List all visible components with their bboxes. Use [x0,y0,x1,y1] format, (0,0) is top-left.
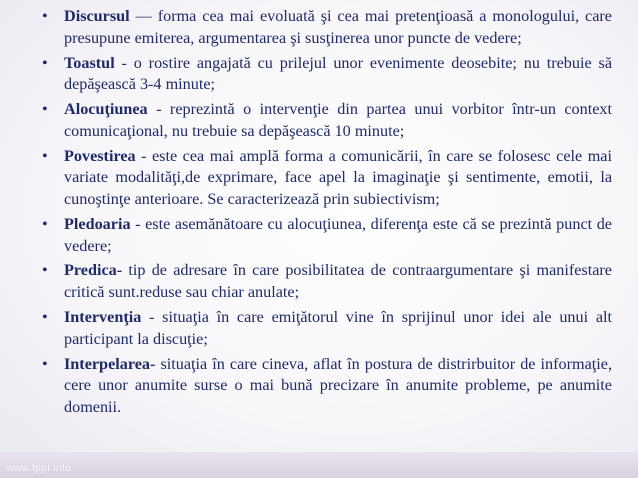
list-item [42,6,612,49]
list-item [42,307,612,350]
item-text: - situaţia în care emiţătorul vine în sprijinul unor idei ale unui alt participant la discuţie; [64,308,612,348]
item-text: - o rostire angajată cu prilejul unor evenimente deosebite; nu trebuie să depăşească 3-4 minute; [64,53,612,94]
bullet-icon: • [42,308,48,327]
item-text: - este cea mai amplă forma a comunicării, în care se folosesc cele mai variate modalităţi,de exprimare, face apel la imaginaţie şi sentimente, emotii, la cunoştinţe anterioare. Se caracterizează prin subiectivism; [64,146,612,208]
list-item [42,99,612,142]
bullet-icon: • [42,146,48,165]
bullet-icon: • [42,7,48,25]
item-text: - reprezintă o intervenţie din partea unui vorbitor într-un context comunicaţional, nu trebuie sa depăşească 10 minute; [64,100,612,140]
item-text: situaţia în care cineva, aflat în postura de distrirbuitor de informaţie, cere unor anumite surse o mai bună precizare în anumite probleme, pe anumite domenii. [64,354,612,416]
item-term: Toastul [64,53,115,72]
slide-body [42,6,612,422]
list-item [42,214,612,257]
bullet-icon: • [42,354,48,373]
footer-site-url: www.fppt.info [6,462,72,474]
bullet-icon: • [42,53,48,72]
bullet-icon: • [42,214,48,233]
bullet-icon: • [42,261,48,280]
item-text: — forma cea mai evoluată şi cea mai pretenţioasă a monologului, care presupune emiterea, argumentarea şi susţinerea unor puncte de vedere; [64,7,612,47]
bullet-icon: • [42,100,48,119]
definition-list [42,6,612,418]
item-term: Intervenţia [64,308,142,327]
footer-bar [0,452,638,478]
item-term: Interpelarea- [64,354,156,373]
item-term: Discursul [64,7,130,25]
item-term: Alocuţiunea [64,100,148,119]
list-item [42,354,612,419]
list-item [42,146,612,211]
item-text: tip de adresare în care posibilitatea de contraargumentare şi manifestare critică sunt.reduse sau chiar anulate; [64,261,612,302]
item-term: Povestirea [64,146,136,165]
item-term: Pledoaria [64,214,131,233]
list-item [42,53,612,96]
list-item [42,260,612,303]
item-text: - este asemănătoare cu alocuţiunea, diferenţa este că se prezintă punct de vedere; [64,214,612,255]
item-term: Predica- [64,261,123,280]
